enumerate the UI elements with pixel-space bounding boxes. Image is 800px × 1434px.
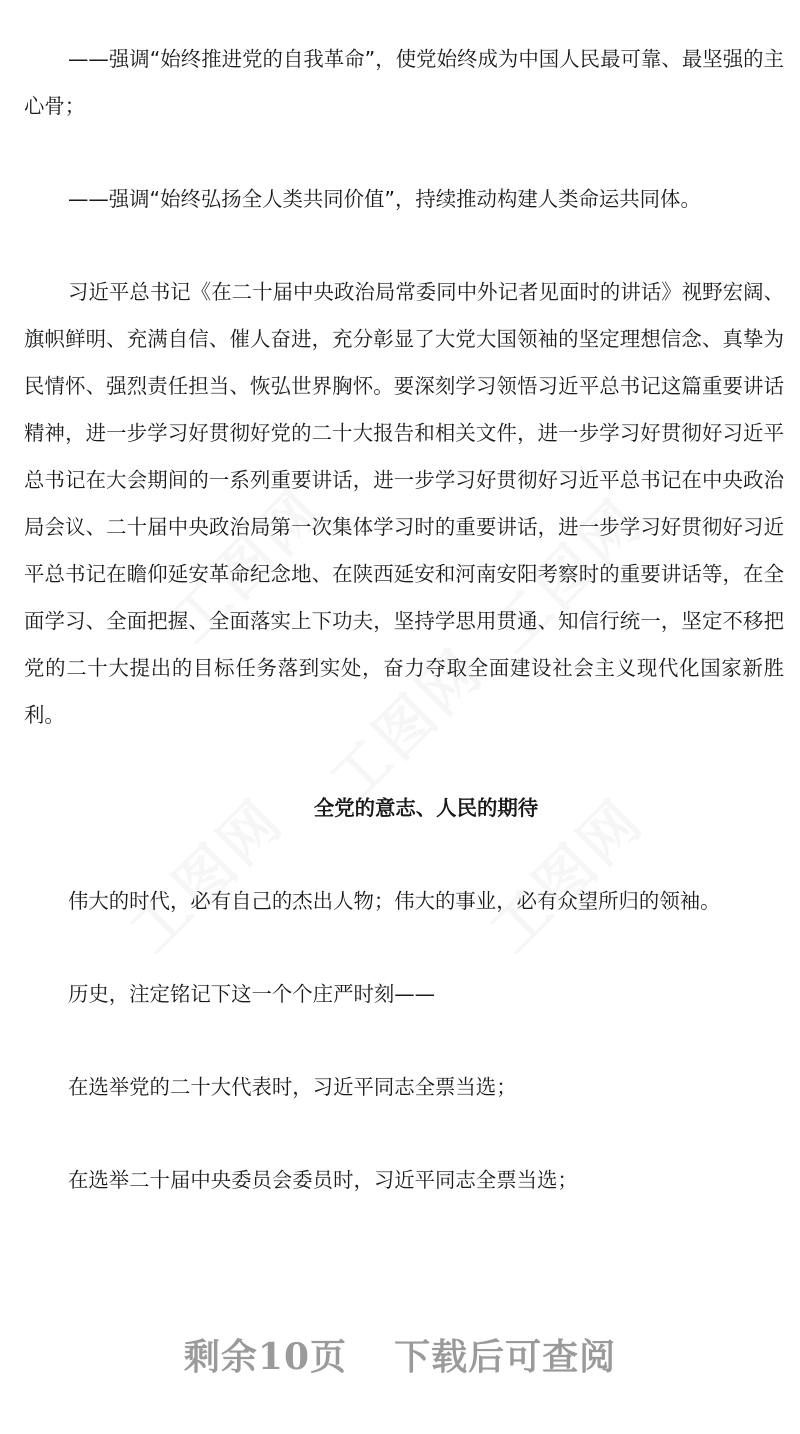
- download-prompt[interactable]: [0, 1325, 800, 1389]
- paragraph: 伟大的时代，必有自己的杰出人物；伟大的事业，必有众望所归的领袖。: [68, 889, 721, 913]
- section-heading: 全党的意志、人民的期待: [313, 796, 539, 820]
- download-hint-label: 下载后可查阅: [394, 1336, 617, 1378]
- paragraph: 在选举党的二十大代表时，习近平同志全票当选；: [68, 1075, 517, 1099]
- paragraph: 习近平总书记《在二十届中央政治局常委同中外记者见面时的讲话》视野宏阔、旗帜鲜明、充满自信、催人奋进，充分彰显了大党大国领袖的坚定理想信念、真挚为民情怀、强烈责任担当、恢弘世界胸怀。要深刻学习领悟习近平总书记这篇重要讲话精神，进一步学习好贯彻好党的二十大报告和相关文件，进一步学习好贯彻好习近平总书记在大会期间的一系列重要讲话，进一步学习好贯彻好习近平总书记在中央政治局会议、二十届中央政治局第一次集体学习时的重要讲话，进一步学习好贯彻好习近平总书记在瞻仰延安革命纪念地、在陕西延安和河南安阳考察时的重要讲话等，在全面学习、全面把握、全面落实上下功夫，坚持学思用贯通、知信行统一，坚定不移把党的二十大提出的目标任务落到实处，奋力夺取全面建设社会主义现代化国家新胜利。: [24, 280, 784, 727]
- paragraph: ——强调“始终弘扬全人类共同价值”，持续推动构建人类命运共同体。: [68, 187, 701, 211]
- article-body: [24, 36, 784, 1204]
- paragraph: ——强调“始终推进党的自我革命”，使党始终成为中国人民最可靠、最坚强的主心骨；: [24, 47, 784, 118]
- paragraph: 在选举二十届中央委员会委员时，习近平同志全票当选；: [68, 1168, 578, 1192]
- remaining-pages-label: 剩余10页: [183, 1336, 347, 1378]
- paragraph: 历史，注定铭记下这一个个庄严时刻——: [68, 982, 436, 1006]
